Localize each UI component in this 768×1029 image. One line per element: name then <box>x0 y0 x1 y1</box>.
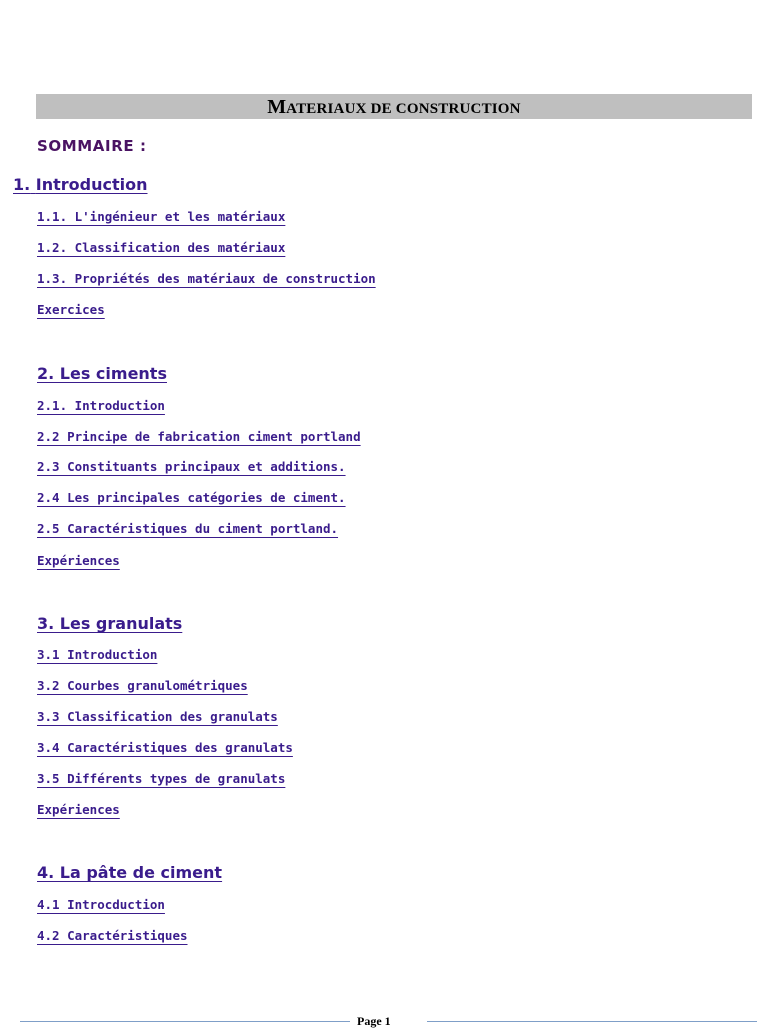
toc-link[interactable]: Expériences <box>37 553 120 568</box>
footer-rule-right <box>427 1021 757 1022</box>
toc-link[interactable]: 2.2 Principe de fabrication ciment portland <box>37 429 361 444</box>
toc-link[interactable]: 1.1. L'ingénieur et les matériaux <box>37 209 286 224</box>
toc-link[interactable]: 2.4 Les principales catégories de ciment. <box>37 490 346 505</box>
section-number: 1. <box>13 175 31 194</box>
section-link-ciments[interactable]: 2. Les ciments <box>37 364 167 383</box>
toc-link[interactable]: 3.4 Caractéristiques des granulats <box>37 740 293 755</box>
document-title-initial: M <box>267 96 287 118</box>
toc-link[interactable]: 4.1 Introcduction <box>37 897 165 912</box>
page-number: Page 1 <box>357 1014 391 1028</box>
toc-link[interactable]: 3.2 Courbes granulométriques <box>37 678 248 693</box>
toc-link[interactable]: 1.2. Classification des matériaux <box>37 240 286 255</box>
toc-link[interactable]: 1.3. Propriétés des matériaux de construction <box>37 271 376 286</box>
footer-rule-left <box>20 1021 350 1022</box>
section-title-text: Introduction <box>35 175 148 194</box>
toc-link[interactable]: Expériences <box>37 802 120 817</box>
toc-link[interactable]: 2.5 Caractéristiques du ciment portland. <box>37 521 339 536</box>
toc-link[interactable]: 3.1 Introduction <box>37 647 158 662</box>
section-link-pate-de-ciment[interactable]: 4. La pâte de ciment <box>37 863 223 882</box>
toc-link[interactable]: Exercices <box>37 302 105 317</box>
toc-link[interactable]: 3.5 Différents types de granulats <box>37 771 286 786</box>
document-title-rest: ATERIAUX DE CONSTRUCTION <box>286 101 521 117</box>
toc-link[interactable]: 2.1. Introduction <box>37 398 165 413</box>
section-link-introduction[interactable] <box>13 175 148 194</box>
summary-heading: SOMMAIRE : <box>37 137 147 155</box>
toc-link[interactable]: 4.2 Caractéristiques <box>37 928 188 943</box>
toc-link[interactable]: 3.3 Classification des granulats <box>37 709 278 724</box>
section-link-granulats[interactable]: 3. Les granulats <box>37 614 183 633</box>
toc-link[interactable]: 2.3 Constituants principaux et additions. <box>37 459 346 474</box>
document-title <box>36 94 752 119</box>
